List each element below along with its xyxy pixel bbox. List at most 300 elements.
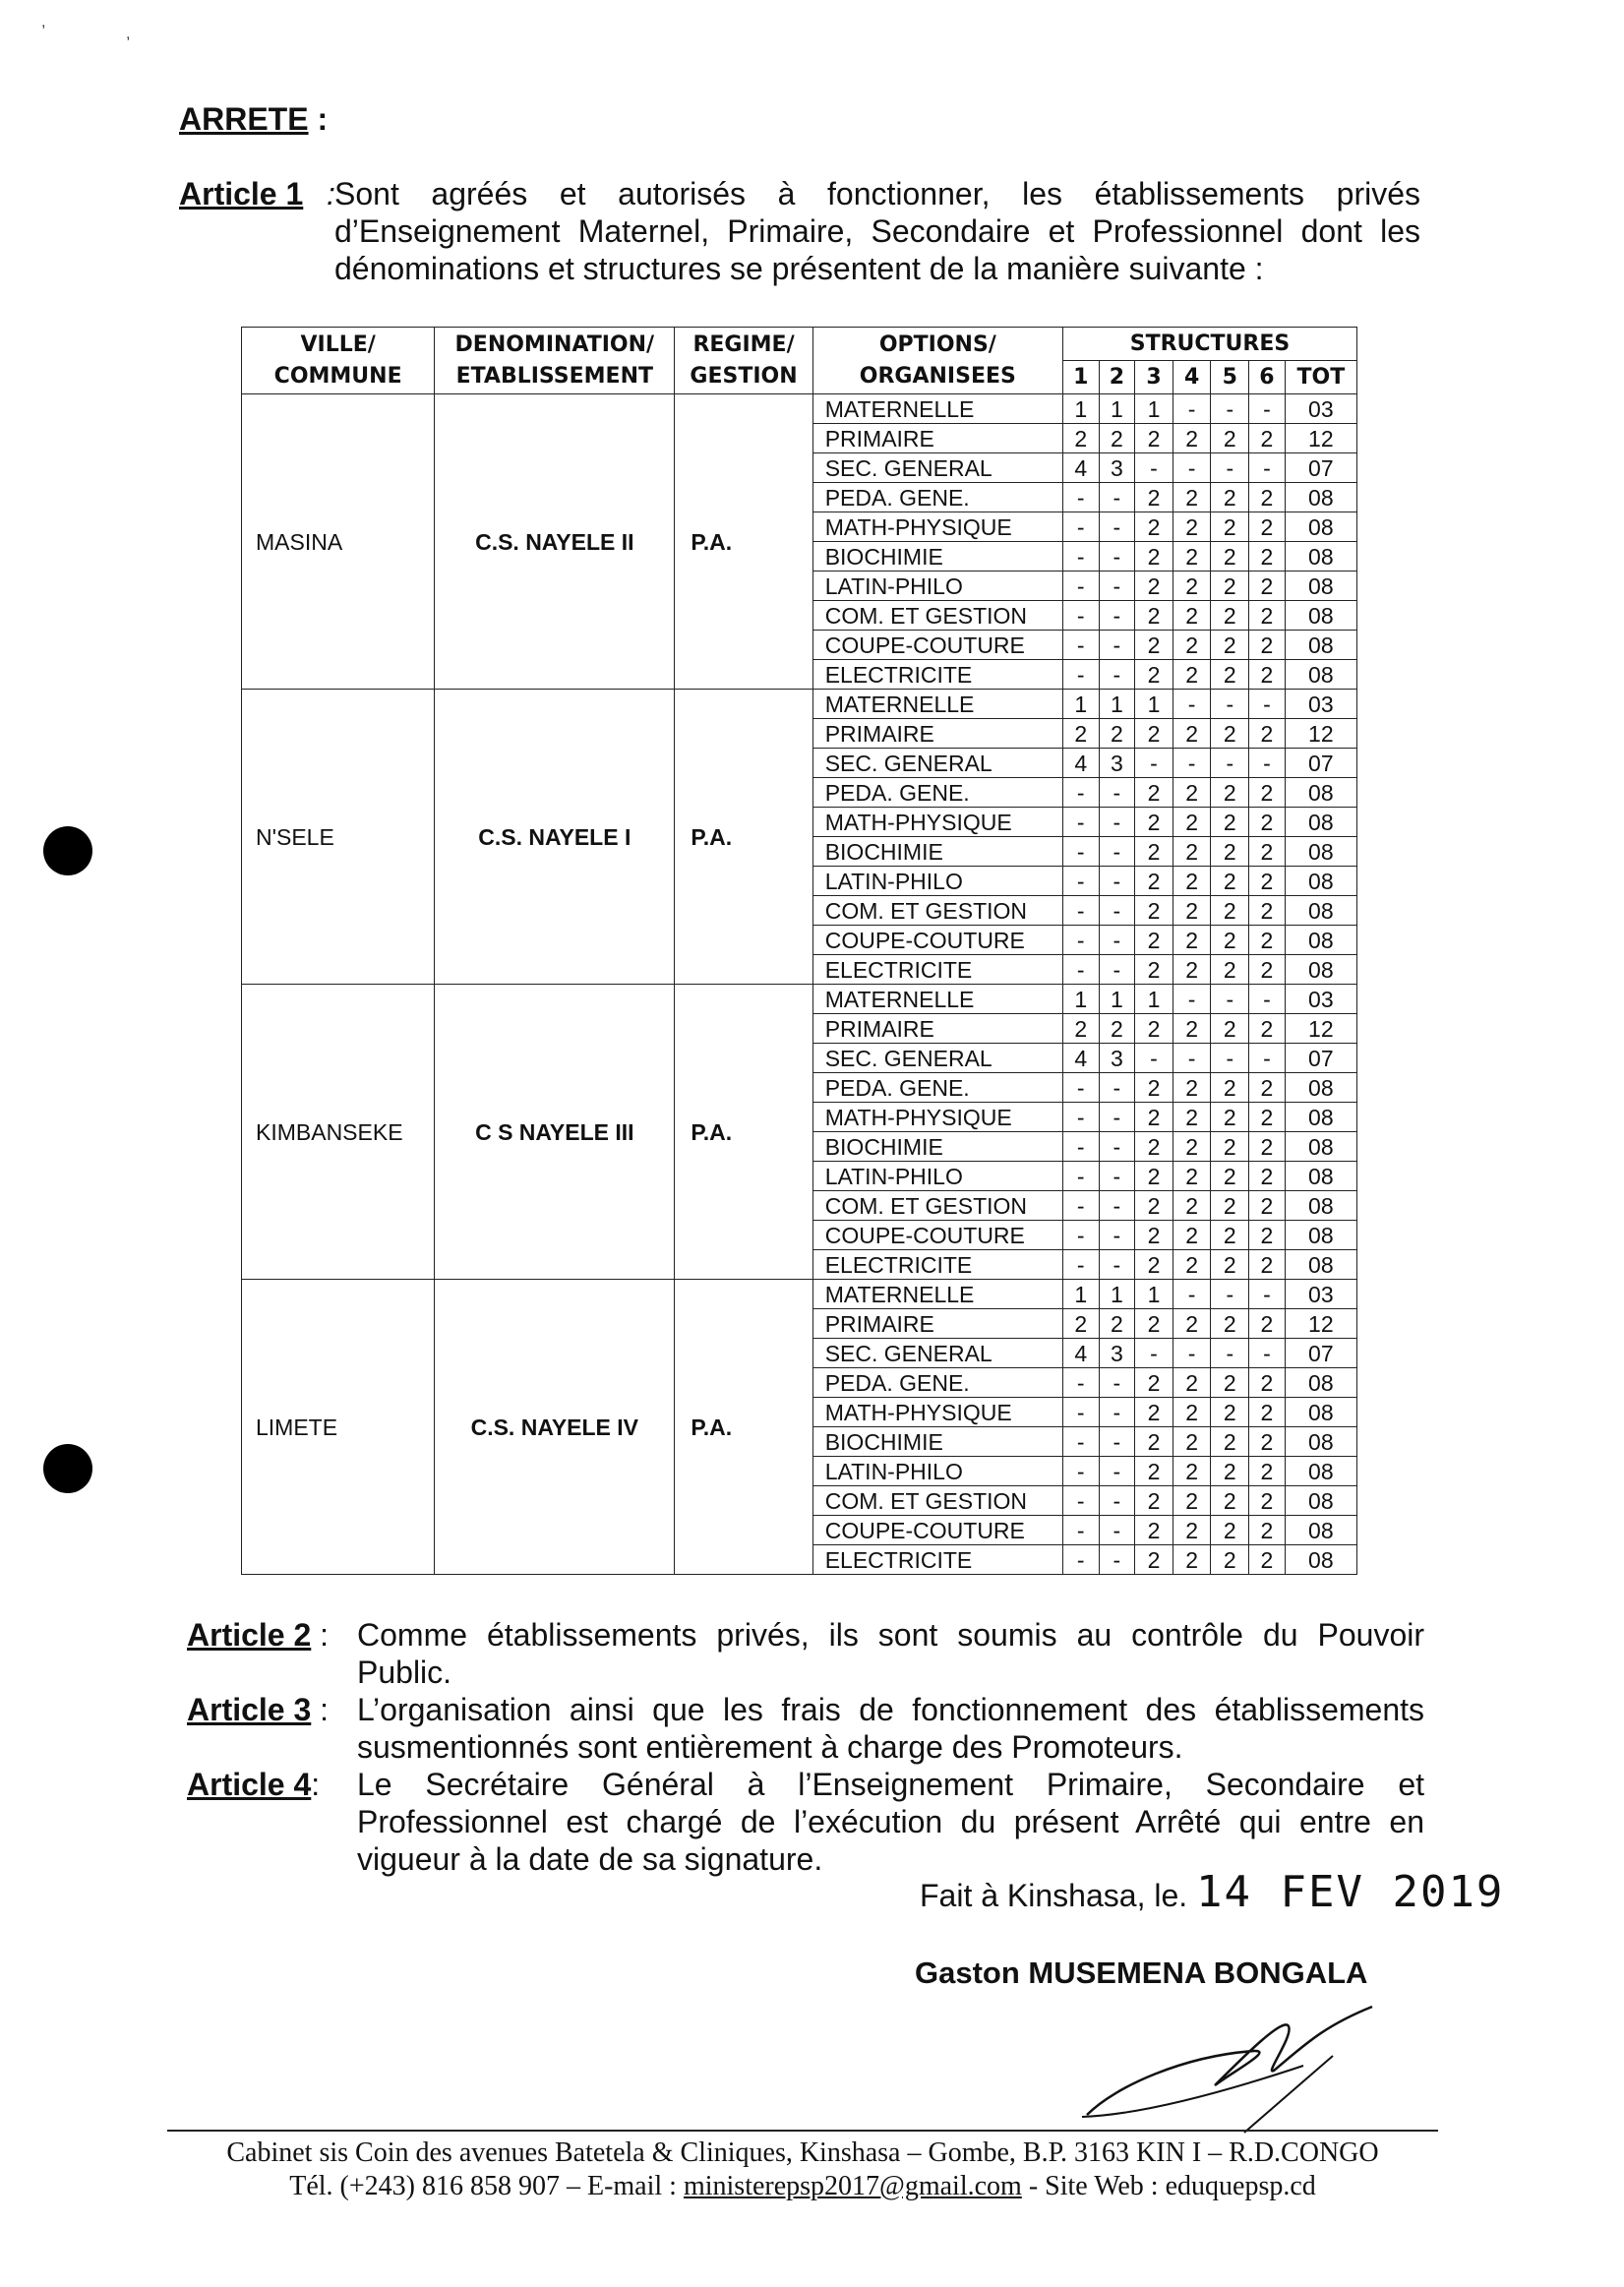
structure-cell: - — [1062, 601, 1099, 631]
structure-cell: 2 — [1173, 572, 1211, 601]
footer-site: - Site Web : eduquepsp.cd — [1021, 2171, 1316, 2201]
structure-cell: - — [1099, 955, 1135, 985]
structures-table — [241, 327, 1357, 1575]
structure-cell: 2 — [1135, 808, 1173, 837]
total-cell: 08 — [1285, 483, 1356, 512]
structure-cell: - — [1099, 631, 1135, 660]
total-cell: 07 — [1285, 453, 1356, 483]
total-cell: 07 — [1285, 1339, 1356, 1368]
structure-cell: - — [1173, 394, 1211, 424]
structure-cell: - — [1099, 837, 1135, 867]
structure-cell: 2 — [1135, 1457, 1173, 1486]
structure-cell: 2 — [1135, 631, 1173, 660]
structure-cell: 2 — [1135, 1014, 1173, 1044]
total-cell: 08 — [1285, 512, 1356, 542]
structure-cell: 2 — [1135, 1132, 1173, 1162]
structure-cell: 2 — [1062, 1309, 1099, 1339]
total-cell: 08 — [1285, 572, 1356, 601]
structure-cell: 2 — [1173, 955, 1211, 985]
option-cell: ELECTRICITE — [812, 1545, 1062, 1575]
header-col-5: 5 — [1211, 361, 1249, 394]
header-ville: VILLE/ COMMUNE — [242, 328, 435, 394]
structure-cell: - — [1099, 1132, 1135, 1162]
structure-cell: - — [1249, 1280, 1286, 1309]
article-3-colon: : — [320, 1692, 330, 1727]
structure-cell: 2 — [1249, 512, 1286, 542]
structure-cell: 2 — [1211, 1545, 1249, 1575]
structure-cell: 2 — [1211, 1516, 1249, 1545]
structure-cell: 2 — [1211, 955, 1249, 985]
total-cell: 12 — [1285, 1309, 1356, 1339]
structure-cell: 2 — [1249, 542, 1286, 572]
structure-cell: - — [1173, 690, 1211, 719]
structure-cell: 2 — [1249, 808, 1286, 837]
article-4-text: Le Secrétaire Général à l’Enseignement Primaire, Secondaire et Professionnel est chargé de l’exécution du présent Arrêté qui entre en vigueur à la date de sa signature. — [357, 1767, 1424, 1877]
structure-cell: - — [1099, 778, 1135, 808]
structure-cell: 2 — [1211, 1457, 1249, 1486]
structure-cell: 2 — [1211, 483, 1249, 512]
header-regime: REGIME/ GESTION — [675, 328, 812, 394]
option-cell: COUPE-COUTURE — [812, 631, 1062, 660]
structure-cell: 2 — [1211, 601, 1249, 631]
structure-cell: - — [1099, 926, 1135, 955]
structure-cell: 2 — [1249, 1103, 1286, 1132]
structure-cell: 2 — [1211, 1014, 1249, 1044]
article-4-label: Article 4 — [187, 1767, 312, 1802]
structure-cell: - — [1211, 690, 1249, 719]
structure-cell: - — [1062, 542, 1099, 572]
structure-cell: 2 — [1173, 601, 1211, 631]
structure-cell: 2 — [1135, 512, 1173, 542]
structure-cell: 2 — [1135, 837, 1173, 867]
structure-cell: 2 — [1211, 1162, 1249, 1191]
total-cell: 07 — [1285, 1044, 1356, 1073]
structure-cell: 2 — [1249, 1162, 1286, 1191]
structure-cell: 2 — [1249, 483, 1286, 512]
structure-cell: - — [1062, 1427, 1099, 1457]
structure-cell: 2 — [1249, 1250, 1286, 1280]
signature-image — [1077, 1997, 1402, 2135]
structure-cell: - — [1062, 1073, 1099, 1103]
total-cell: 08 — [1285, 1132, 1356, 1162]
place-date-line — [920, 1867, 1504, 1917]
structure-cell: 2 — [1099, 1309, 1135, 1339]
structure-cell: 2 — [1211, 867, 1249, 896]
structure-cell: - — [1249, 453, 1286, 483]
ville-cell: MASINA — [242, 394, 435, 690]
structure-cell: - — [1099, 1221, 1135, 1250]
structure-cell: - — [1099, 601, 1135, 631]
table-row — [242, 690, 1357, 719]
structure-cell: - — [1211, 394, 1249, 424]
structure-cell: 2 — [1173, 1250, 1211, 1280]
structure-cell: 2 — [1062, 424, 1099, 453]
structure-cell: - — [1062, 808, 1099, 837]
structure-cell: - — [1099, 1545, 1135, 1575]
total-cell: 08 — [1285, 1103, 1356, 1132]
structure-cell: 2 — [1249, 1191, 1286, 1221]
structure-cell: 2 — [1173, 926, 1211, 955]
structure-cell: 2 — [1211, 1309, 1249, 1339]
structure-cell: 2 — [1135, 896, 1173, 926]
structure-cell: 2 — [1249, 1486, 1286, 1516]
signer-name: Gaston MUSEMENA BONGALA — [915, 1956, 1368, 1990]
structure-cell: 2 — [1173, 660, 1211, 690]
structure-cell: 2 — [1099, 1014, 1135, 1044]
denomination-cell: C.S. NAYELE II — [435, 394, 675, 690]
structure-cell: 2 — [1211, 572, 1249, 601]
option-cell: SEC. GENERAL — [812, 749, 1062, 778]
structure-cell: - — [1062, 1545, 1099, 1575]
option-cell: COUPE-COUTURE — [812, 1516, 1062, 1545]
structure-cell: 2 — [1135, 601, 1173, 631]
option-cell: MATERNELLE — [812, 985, 1062, 1014]
structure-cell: 3 — [1099, 1044, 1135, 1073]
table-row — [242, 985, 1357, 1014]
structure-cell: - — [1211, 985, 1249, 1014]
header-col-2: 2 — [1099, 361, 1135, 394]
option-cell: BIOCHIMIE — [812, 1132, 1062, 1162]
structure-cell: 2 — [1211, 1132, 1249, 1162]
structure-cell: - — [1099, 1427, 1135, 1457]
table-row — [242, 394, 1357, 424]
total-cell: 08 — [1285, 601, 1356, 631]
structure-cell: 2 — [1249, 778, 1286, 808]
structure-cell: 2 — [1135, 1398, 1173, 1427]
structure-cell: 2 — [1135, 955, 1173, 985]
structure-cell: 2 — [1211, 778, 1249, 808]
structure-cell: 3 — [1099, 749, 1135, 778]
option-cell: PEDA. GENE. — [812, 1073, 1062, 1103]
article-1-colon: : — [327, 176, 335, 211]
structure-cell: 1 — [1062, 690, 1099, 719]
structure-cell: 2 — [1173, 719, 1211, 749]
structure-cell: - — [1062, 1103, 1099, 1132]
structure-cell: 2 — [1173, 837, 1211, 867]
structure-cell: - — [1249, 394, 1286, 424]
denomination-cell: C S NAYELE III — [435, 985, 675, 1280]
structure-cell: 2 — [1135, 1368, 1173, 1398]
structure-cell: - — [1099, 660, 1135, 690]
article-3-text: L’organisation ainsi que les frais de fonctionnement des établissements susmentionnés sont entièrement à charge des Promoteurs. — [357, 1692, 1424, 1765]
structure-cell: 4 — [1062, 749, 1099, 778]
structure-cell: 2 — [1135, 1162, 1173, 1191]
structure-cell: 1 — [1099, 1280, 1135, 1309]
article-1-text: Sont agréés et autorisés à fonctionner, les établissements privés d’Enseignement Maternel, Primaire, Secondaire et Professionnel dont les dénominations et structures se présentent de la manière suivante : — [334, 176, 1420, 286]
total-cell: 03 — [1285, 1280, 1356, 1309]
structure-cell: 2 — [1249, 955, 1286, 985]
option-cell: MATH-PHYSIQUE — [812, 1103, 1062, 1132]
structure-cell: 2 — [1249, 631, 1286, 660]
structure-cell: 2 — [1135, 778, 1173, 808]
structure-cell: 1 — [1099, 690, 1135, 719]
structure-cell: 2 — [1173, 1398, 1211, 1427]
structure-cell: 2 — [1173, 1486, 1211, 1516]
structure-cell: - — [1062, 837, 1099, 867]
option-cell: SEC. GENERAL — [812, 453, 1062, 483]
footer-tel: Tél. (+243) 816 858 907 – E-mail : — [289, 2171, 684, 2201]
article-2-colon: : — [320, 1617, 330, 1653]
structure-cell: 2 — [1173, 896, 1211, 926]
structure-cell: - — [1099, 1398, 1135, 1427]
structure-cell: 2 — [1173, 631, 1211, 660]
structure-cell: 2 — [1173, 1516, 1211, 1545]
structure-cell: - — [1062, 483, 1099, 512]
option-cell: PEDA. GENE. — [812, 483, 1062, 512]
regime-cell: P.A. — [675, 985, 812, 1280]
structure-cell: - — [1099, 512, 1135, 542]
structure-cell: 2 — [1135, 1545, 1173, 1575]
structure-cell: 1 — [1135, 690, 1173, 719]
total-cell: 12 — [1285, 1014, 1356, 1044]
structure-cell: - — [1099, 1516, 1135, 1545]
option-cell: COUPE-COUTURE — [812, 1221, 1062, 1250]
total-cell: 12 — [1285, 424, 1356, 453]
ville-cell: KIMBANSEKE — [242, 985, 435, 1280]
structure-cell: - — [1099, 1486, 1135, 1516]
structure-cell: - — [1062, 926, 1099, 955]
structure-cell: 2 — [1211, 1398, 1249, 1427]
structure-cell: 2 — [1211, 926, 1249, 955]
structure-cell: - — [1062, 1221, 1099, 1250]
structure-cell: 2 — [1211, 660, 1249, 690]
option-cell: COM. ET GESTION — [812, 1486, 1062, 1516]
option-cell: LATIN-PHILO — [812, 572, 1062, 601]
article-2 — [187, 1616, 1424, 1691]
structure-cell: 2 — [1173, 542, 1211, 572]
article-1-label: Article 1 — [179, 176, 304, 211]
structure-cell: 2 — [1099, 424, 1135, 453]
option-cell: LATIN-PHILO — [812, 1162, 1062, 1191]
option-cell: SEC. GENERAL — [812, 1339, 1062, 1368]
structure-cell: 2 — [1211, 1427, 1249, 1457]
scan-mark: , — [41, 14, 46, 30]
total-cell: 08 — [1285, 1545, 1356, 1575]
total-cell: 12 — [1285, 719, 1356, 749]
structure-cell: - — [1062, 1368, 1099, 1398]
structure-cell: 2 — [1173, 1427, 1211, 1457]
structure-cell: 2 — [1135, 660, 1173, 690]
structure-cell: - — [1099, 808, 1135, 837]
option-cell: COM. ET GESTION — [812, 601, 1062, 631]
option-cell: COM. ET GESTION — [812, 1191, 1062, 1221]
structure-cell: 2 — [1211, 1221, 1249, 1250]
structure-cell: - — [1062, 1516, 1099, 1545]
structure-cell: - — [1249, 1339, 1286, 1368]
structure-cell: 2 — [1249, 1221, 1286, 1250]
total-cell: 08 — [1285, 631, 1356, 660]
structure-cell: - — [1249, 1044, 1286, 1073]
footer-address: Cabinet sis Coin des avenues Batetela & Cliniques, Kinshasa – Gombe, B.P. 3163 KIN I – R.D.CONGO — [226, 2137, 1379, 2168]
footer-email-link[interactable]: ministerepsp2017@gmail.com — [683, 2171, 1022, 2201]
total-cell: 08 — [1285, 1486, 1356, 1516]
structure-cell: 2 — [1173, 1073, 1211, 1103]
total-cell: 08 — [1285, 808, 1356, 837]
structure-cell: 2 — [1135, 1250, 1173, 1280]
structure-cell: - — [1135, 1339, 1173, 1368]
structure-cell: - — [1062, 631, 1099, 660]
structure-cell: 2 — [1249, 1368, 1286, 1398]
structure-cell: - — [1173, 749, 1211, 778]
regime-cell: P.A. — [675, 394, 812, 690]
option-cell: PEDA. GENE. — [812, 1368, 1062, 1398]
total-cell: 08 — [1285, 1162, 1356, 1191]
structure-cell: - — [1173, 985, 1211, 1014]
structure-cell: 2 — [1135, 1516, 1173, 1545]
structure-cell: 2 — [1249, 837, 1286, 867]
structure-cell: - — [1249, 985, 1286, 1014]
structure-cell: 2 — [1211, 1191, 1249, 1221]
structure-cell: - — [1135, 453, 1173, 483]
structure-cell: 1 — [1099, 394, 1135, 424]
total-cell: 07 — [1285, 749, 1356, 778]
structure-cell: 2 — [1249, 601, 1286, 631]
structure-cell: - — [1062, 1486, 1099, 1516]
total-cell: 03 — [1285, 985, 1356, 1014]
structure-cell: 2 — [1135, 1073, 1173, 1103]
structure-cell: - — [1099, 1103, 1135, 1132]
regime-cell: P.A. — [675, 690, 812, 985]
structure-cell: 2 — [1135, 926, 1173, 955]
header-structures: STRUCTURES — [1062, 328, 1356, 361]
structure-cell: 2 — [1173, 1103, 1211, 1132]
table-row — [242, 1280, 1357, 1309]
structure-cell: 2 — [1173, 1457, 1211, 1486]
structure-cell: 1 — [1099, 985, 1135, 1014]
total-cell: 08 — [1285, 1221, 1356, 1250]
structure-cell: - — [1099, 1162, 1135, 1191]
header-denomination: DENOMINATION/ ETABLISSEMENT — [435, 328, 675, 394]
structure-cell: 2 — [1211, 808, 1249, 837]
option-cell: PRIMAIRE — [812, 1309, 1062, 1339]
structure-cell: 4 — [1062, 453, 1099, 483]
header-col-3: 3 — [1135, 361, 1173, 394]
structure-cell: 2 — [1211, 631, 1249, 660]
structure-cell: 2 — [1062, 719, 1099, 749]
option-cell: MATH-PHYSIQUE — [812, 1398, 1062, 1427]
structure-cell: - — [1173, 1339, 1211, 1368]
structure-cell: 2 — [1249, 1309, 1286, 1339]
structure-cell: 2 — [1249, 896, 1286, 926]
structure-cell: - — [1062, 1457, 1099, 1486]
structure-cell: 2 — [1211, 1250, 1249, 1280]
structure-cell: - — [1099, 1073, 1135, 1103]
structure-cell: 2 — [1249, 926, 1286, 955]
structure-cell: - — [1099, 542, 1135, 572]
structure-cell: 2 — [1249, 660, 1286, 690]
structure-cell: - — [1099, 572, 1135, 601]
structure-cell: 2 — [1173, 1162, 1211, 1191]
structure-cell: 1 — [1062, 1280, 1099, 1309]
structure-cell: 2 — [1173, 1132, 1211, 1162]
structure-cell: - — [1135, 1044, 1173, 1073]
ville-cell: LIMETE — [242, 1280, 435, 1575]
article-2-label: Article 2 — [187, 1617, 312, 1653]
structure-cell: 2 — [1173, 1191, 1211, 1221]
structure-cell: 2 — [1211, 1073, 1249, 1103]
structure-cell: 3 — [1099, 453, 1135, 483]
structure-cell: - — [1062, 867, 1099, 896]
option-cell: MATH-PHYSIQUE — [812, 808, 1062, 837]
structure-cell: 2 — [1135, 1191, 1173, 1221]
total-cell: 08 — [1285, 1368, 1356, 1398]
total-cell: 08 — [1285, 867, 1356, 896]
option-cell: MATERNELLE — [812, 394, 1062, 424]
structure-cell: 2 — [1249, 1516, 1286, 1545]
article-3-label: Article 3 — [187, 1692, 312, 1727]
articles-section — [187, 1616, 1424, 1878]
footer — [167, 2137, 1438, 2203]
structure-cell: 2 — [1249, 572, 1286, 601]
structure-cell: 4 — [1062, 1044, 1099, 1073]
structure-cell: - — [1062, 1191, 1099, 1221]
denomination-cell: C.S. NAYELE I — [435, 690, 675, 985]
punch-hole — [43, 1444, 92, 1493]
total-cell: 08 — [1285, 1398, 1356, 1427]
structure-cell: - — [1062, 660, 1099, 690]
structure-cell: 2 — [1211, 512, 1249, 542]
total-cell: 08 — [1285, 1073, 1356, 1103]
structure-cell: - — [1173, 1044, 1211, 1073]
structure-cell: 2 — [1249, 1073, 1286, 1103]
structure-cell: 2 — [1211, 719, 1249, 749]
structure-cell: - — [1099, 1368, 1135, 1398]
structure-cell: - — [1211, 749, 1249, 778]
option-cell: PRIMAIRE — [812, 1014, 1062, 1044]
structure-cell: 2 — [1062, 1014, 1099, 1044]
structure-cell: 2 — [1173, 483, 1211, 512]
structure-cell: 2 — [1173, 808, 1211, 837]
header-col-1: 1 — [1062, 361, 1099, 394]
structure-cell: 2 — [1211, 1486, 1249, 1516]
total-cell: 03 — [1285, 690, 1356, 719]
denomination-cell: C.S. NAYELE IV — [435, 1280, 675, 1575]
total-cell: 08 — [1285, 1427, 1356, 1457]
total-cell: 08 — [1285, 1191, 1356, 1221]
option-cell: BIOCHIMIE — [812, 542, 1062, 572]
article-1 — [179, 175, 1420, 287]
option-cell: BIOCHIMIE — [812, 837, 1062, 867]
place-text: Fait à Kinshasa, le. — [920, 1878, 1188, 1913]
scan-mark: , — [126, 26, 131, 42]
structure-cell: - — [1062, 512, 1099, 542]
header-col-4: 4 — [1173, 361, 1211, 394]
structure-cell: - — [1099, 867, 1135, 896]
option-cell: PEDA. GENE. — [812, 778, 1062, 808]
structure-cell: - — [1062, 778, 1099, 808]
structure-cell: 2 — [1249, 1398, 1286, 1427]
structure-cell: - — [1211, 1280, 1249, 1309]
title-text: ARRETE — [179, 101, 309, 137]
structure-cell: 2 — [1173, 1014, 1211, 1044]
structure-cell: 2 — [1211, 1103, 1249, 1132]
structure-cell: - — [1173, 1280, 1211, 1309]
structure-cell: - — [1099, 896, 1135, 926]
structure-cell: 2 — [1249, 1545, 1286, 1575]
structure-cell: - — [1173, 453, 1211, 483]
structure-cell: 2 — [1249, 1427, 1286, 1457]
structure-cell: 2 — [1173, 778, 1211, 808]
structure-cell: 2 — [1135, 719, 1173, 749]
option-cell: MATH-PHYSIQUE — [812, 512, 1062, 542]
structure-cell: - — [1062, 1398, 1099, 1427]
option-cell: BIOCHIMIE — [812, 1427, 1062, 1457]
option-cell: SEC. GENERAL — [812, 1044, 1062, 1073]
structure-cell: 2 — [1211, 542, 1249, 572]
option-cell: MATERNELLE — [812, 690, 1062, 719]
total-cell: 08 — [1285, 896, 1356, 926]
structure-cell: 2 — [1249, 1132, 1286, 1162]
